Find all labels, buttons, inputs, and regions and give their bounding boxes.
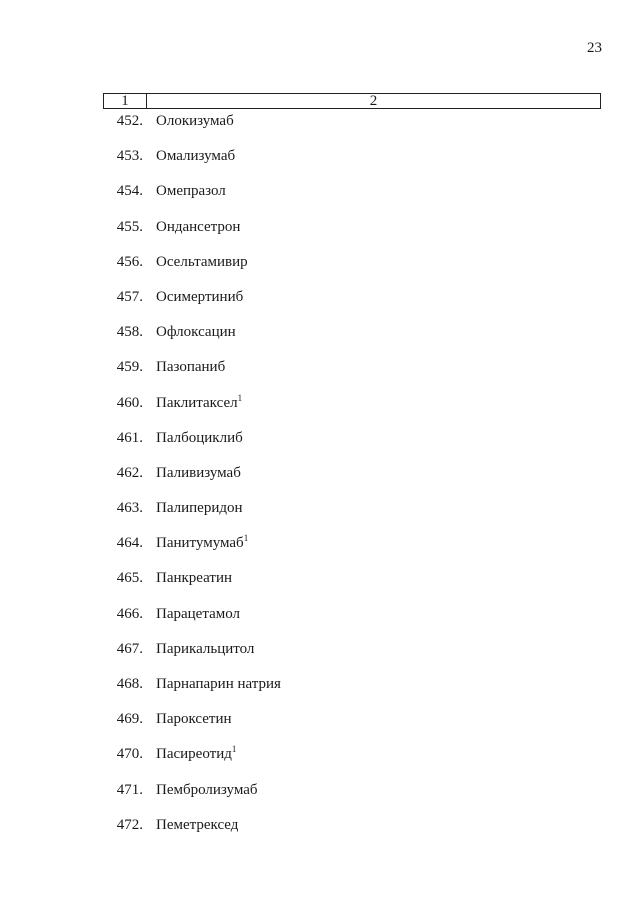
row-number: 471. (116, 781, 143, 798)
table-row (103, 253, 601, 288)
table-row (103, 112, 601, 147)
drug-name-text: Ондансетрон (156, 218, 241, 235)
drug-name (156, 429, 243, 447)
row-number: 453. (116, 148, 143, 165)
row-number: 468. (116, 676, 143, 692)
drug-name-text: Осельтамивир (156, 253, 248, 270)
row-number: 463. (116, 500, 143, 517)
table-row (103, 429, 601, 464)
drug-name-text: Офлоксацин (156, 324, 236, 341)
drug-name (156, 182, 226, 200)
row-number: 454. (116, 183, 143, 200)
row-number: 465. (116, 570, 143, 587)
table-row (103, 499, 601, 534)
table-header-col-2: 2 (369, 93, 378, 109)
drug-name-text: Осимертиниб (156, 288, 244, 305)
footnote-marker: 1 (237, 392, 243, 403)
drug-name-text: Паклитаксел (156, 394, 238, 411)
drug-name (156, 816, 238, 834)
row-number: 456. (116, 253, 143, 270)
drug-name-text: Омализумаб (156, 148, 236, 165)
table-row (103, 781, 601, 816)
table-row (103, 182, 601, 217)
row-number: 460. (116, 394, 143, 411)
drug-name (156, 218, 240, 236)
table-row (103, 640, 601, 675)
row-number: 464. (116, 535, 143, 552)
drug-name (156, 464, 241, 482)
drug-name (156, 569, 232, 587)
drug-name (156, 112, 234, 130)
drug-name (156, 499, 243, 517)
drug-name-text: Пазопаниб (156, 359, 226, 376)
drug-name (156, 288, 243, 306)
row-number: 452. (116, 113, 143, 129)
table-row (103, 358, 601, 393)
table-row (103, 147, 601, 182)
row-number: 469. (116, 711, 143, 728)
footnote-marker: 1 (243, 533, 249, 544)
table-row (103, 605, 601, 640)
table-row (103, 218, 601, 253)
table-row (103, 534, 601, 569)
drug-name (156, 710, 232, 728)
drug-name-text: Паливизумаб (156, 464, 241, 481)
drug-name (156, 358, 225, 376)
row-number: 466. (116, 605, 143, 622)
drug-name (156, 781, 258, 799)
table-row (103, 288, 601, 323)
drug-name-text: Пеметрексед (156, 816, 239, 833)
table-row (103, 464, 601, 499)
page-number: 23 (587, 40, 602, 56)
row-number: 470. (116, 746, 143, 763)
table-header-col-1: 1 (104, 94, 147, 108)
drug-name-text: Палиперидон (156, 500, 243, 517)
row-number: 457. (116, 288, 143, 305)
drug-name-text: Пасиреотид (156, 746, 232, 763)
drug-name-text: Пембролизумаб (156, 781, 258, 798)
drug-name (156, 745, 236, 763)
drug-name-text: Парацетамол (156, 605, 241, 622)
drug-name (156, 323, 236, 341)
row-number: 472. (116, 816, 143, 833)
drug-name (156, 147, 235, 165)
drug-name-text: Парнапарин натрия (156, 676, 281, 692)
table-row (103, 394, 601, 429)
row-number: 461. (116, 429, 143, 446)
drug-name-text: Омепразол (156, 183, 226, 200)
drug-name-text: Палбоциклиб (156, 429, 243, 446)
table-row (103, 569, 601, 604)
row-number: 467. (116, 640, 143, 657)
row-number: 462. (116, 464, 143, 481)
row-number: 455. (116, 218, 143, 235)
row-number: 459. (116, 359, 143, 376)
footnote-marker: 1 (231, 744, 237, 755)
table-body (103, 112, 601, 851)
drug-name (156, 394, 242, 412)
table-row (103, 710, 601, 745)
table-row (103, 816, 601, 851)
table-header (103, 93, 601, 109)
drug-name-text: Олокизумаб (156, 113, 234, 129)
table-row (103, 675, 601, 710)
drug-name (156, 605, 240, 623)
drug-name-text: Парикальцитол (156, 640, 255, 657)
drug-name (156, 675, 281, 693)
row-number: 458. (116, 324, 143, 341)
table-row (103, 745, 601, 780)
drug-name (156, 640, 254, 658)
drug-name-text: Пароксетин (156, 711, 232, 728)
drug-name (156, 534, 248, 552)
drug-name-text: Панитумумаб (156, 535, 244, 552)
drug-name (156, 253, 248, 271)
drug-name-text: Панкреатин (156, 570, 233, 587)
table-row (103, 323, 601, 358)
